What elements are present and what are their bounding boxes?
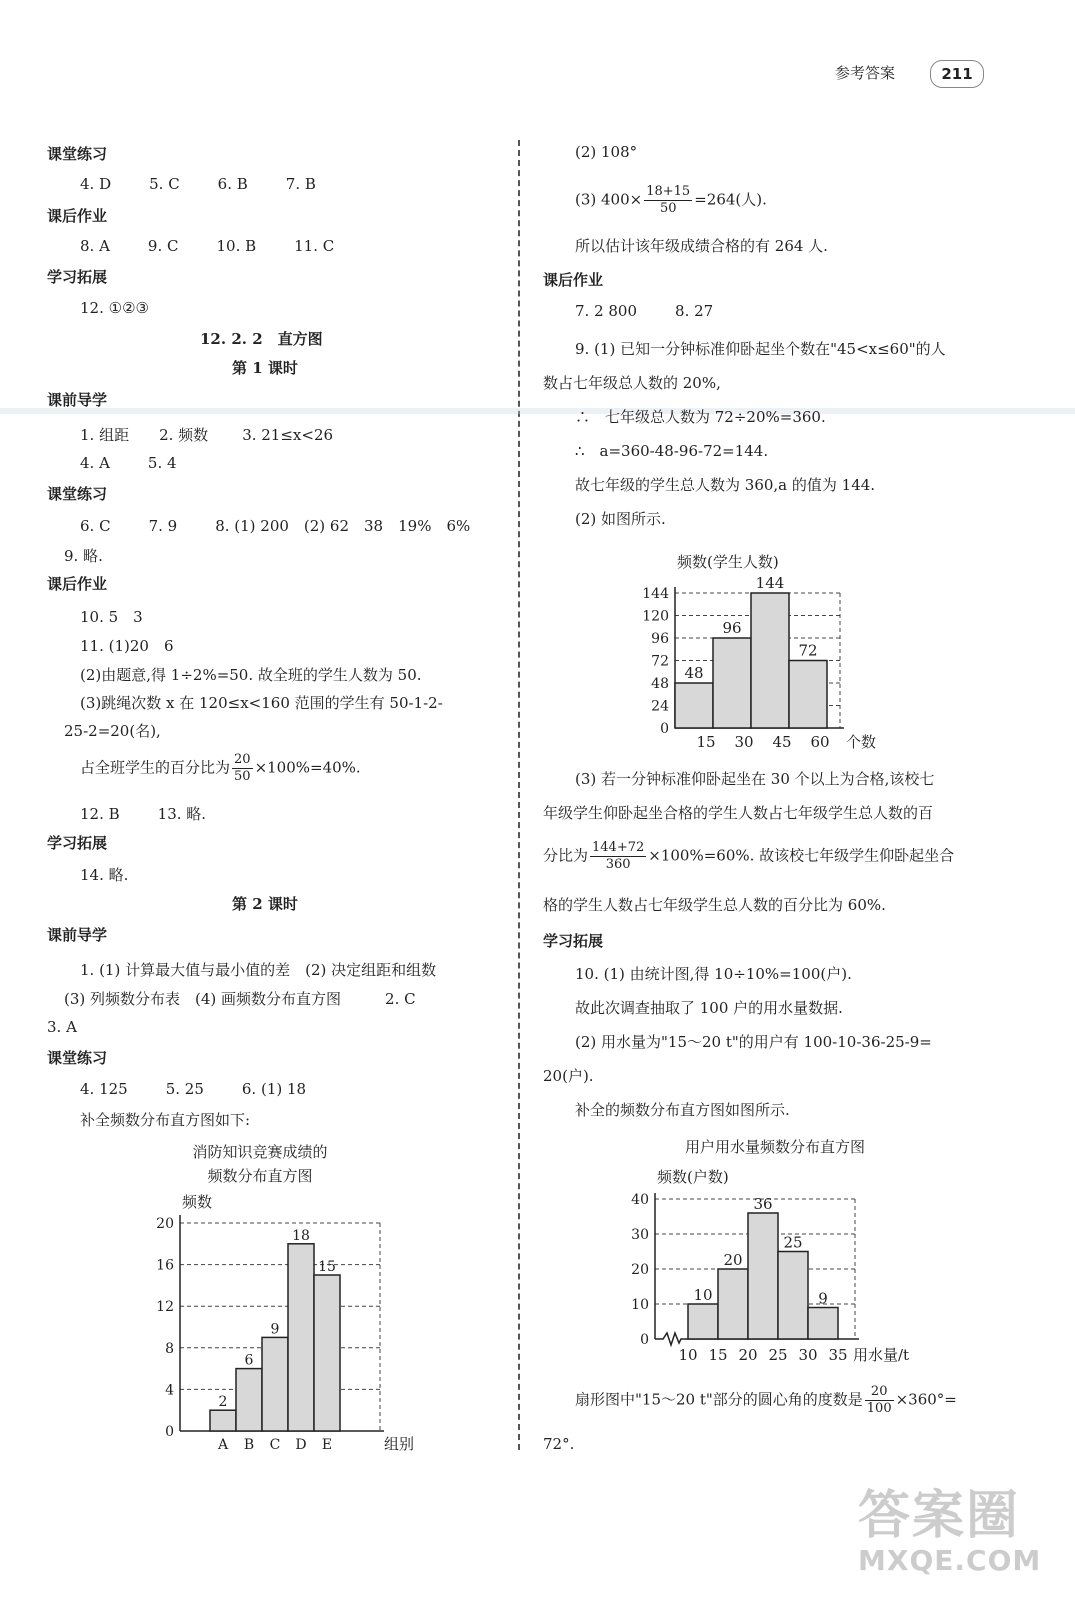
answer-line: (2) 108°: [575, 143, 638, 161]
data-label: 10: [693, 1286, 713, 1304]
answer-line: 所以估计该年级成绩合格的有 264 人.: [575, 237, 828, 255]
answer-line: 10. (1) 由统计图,得 10÷10%=100(户).: [575, 965, 852, 983]
bar: [675, 683, 713, 728]
data-label: 2: [218, 1394, 228, 1411]
y-tick-label: 0: [660, 721, 669, 737]
x-tick-label: 20: [738, 1346, 758, 1364]
answer-line: 年级学生仰卧起坐合格的学生人数占七年级学生总人数的百: [543, 804, 934, 822]
answer-line: 数占七年级总人数的 20%,: [543, 374, 721, 392]
answer: 8. 27: [675, 302, 714, 320]
page-number: 211: [930, 60, 984, 88]
answer-line: 9. 略.: [64, 547, 103, 565]
answer: 13. 略.: [157, 805, 207, 823]
x-tick-label: C: [269, 1437, 281, 1453]
heading-homework: 课后作业: [47, 207, 108, 225]
bar: [748, 1213, 778, 1339]
column-divider: [518, 140, 520, 1450]
answer-line-fraction: [575, 1384, 957, 1417]
answer-line-fraction: [575, 184, 767, 217]
x-tick-label: D: [295, 1437, 307, 1453]
lesson-title: 第 1 课时: [232, 359, 298, 377]
x-tick-label: 30: [798, 1346, 818, 1364]
bar: [778, 1252, 808, 1340]
answer-line: ∴ a=360-48-96-72=144.: [575, 442, 769, 460]
chart-title: 消防知识竞赛成绩的: [192, 1143, 328, 1161]
text: 占全班学生的百分比为: [80, 758, 231, 777]
y-tick-label: 20: [631, 1262, 649, 1278]
answer: 12. B: [80, 805, 120, 823]
y-tick-label: 20: [156, 1216, 174, 1232]
heading-extension: 学习拓展: [47, 834, 108, 852]
histogram-fire-quiz: [140, 1135, 420, 1460]
text: =264(人).: [694, 190, 767, 209]
answer-line: [80, 515, 470, 536]
y-tick-label: 10: [631, 1297, 649, 1313]
answer: 4. D: [80, 175, 112, 193]
denominator: 50: [659, 201, 677, 216]
y-tick-label: 16: [156, 1257, 174, 1274]
bar: [751, 593, 789, 728]
data-label: 6: [244, 1352, 254, 1369]
answer: 8. A: [80, 237, 110, 255]
answer-line: 25-2=20(名),: [64, 722, 161, 740]
numerator: 20: [865, 1384, 894, 1401]
answer-line: (3)跳绳次数 x 在 120≤x<160 范围的学生有 50-1-2-: [80, 694, 443, 712]
x-axis-label: 组别: [384, 1435, 415, 1453]
answer-line-fraction: [80, 752, 361, 785]
x-tick-label: 60: [810, 733, 830, 751]
watermark-logo: 答案圈 MXQE.COM: [858, 1486, 1042, 1577]
text: ×100%=60%. 故该校七年级学生仰卧起坐合: [648, 846, 955, 865]
y-tick-label: 30: [631, 1227, 649, 1243]
data-label: 20: [723, 1251, 743, 1269]
x-tick-label: 30: [734, 733, 754, 751]
x-tick-label: 35: [828, 1346, 848, 1364]
answer: 7. 2 800: [575, 302, 638, 320]
x-tick-label: 25: [768, 1346, 788, 1364]
heading-preview: 课前导学: [47, 926, 108, 944]
answer-line: 14. 略.: [80, 866, 129, 884]
answer: 1. 组距: [80, 426, 130, 444]
bar: [718, 1269, 748, 1339]
y-tick-label: 8: [165, 1340, 174, 1357]
answer: 4. 125: [80, 1080, 128, 1098]
text: 分比为: [543, 846, 589, 865]
answer-line: 10. 5 3: [80, 608, 143, 626]
denominator: 360: [605, 857, 631, 872]
x-tick-label: A: [217, 1437, 229, 1453]
y-tick-label: 12: [156, 1299, 174, 1316]
heading-homework: 课后作业: [543, 271, 604, 289]
y-tick-label: 72: [651, 653, 669, 670]
answer-line: [80, 175, 316, 193]
answer-line: 3. A: [47, 1018, 77, 1036]
y-axis-label: 频数(户数): [657, 1168, 729, 1186]
answer-line: 补全的频数分布直方图如图所示.: [575, 1101, 790, 1119]
answer-line: 20(户).: [543, 1067, 594, 1085]
lesson-title: 第 2 课时: [232, 895, 298, 913]
bar: [288, 1244, 314, 1431]
x-axis-label: 个数: [846, 733, 877, 751]
data-label: 96: [722, 619, 742, 637]
heading-extension: 学习拓展: [47, 268, 108, 286]
bar: [688, 1304, 718, 1339]
answer-line: [64, 988, 416, 1009]
x-tick-label: E: [321, 1437, 333, 1453]
data-label: 48: [684, 664, 704, 682]
answer-line: [80, 237, 334, 255]
answer-line: 1. (1) 计算最大值与最小值的差 (2) 决定组距和组数: [80, 961, 437, 979]
answer-line: [80, 454, 177, 472]
data-label: 25: [783, 1233, 803, 1252]
answer: 6. (1) 18: [241, 1080, 307, 1098]
y-tick-label: 120: [642, 608, 669, 625]
data-label: 36: [753, 1195, 773, 1213]
chart-title: 频数分布直方图: [207, 1167, 313, 1185]
fraction: [590, 840, 646, 873]
data-label: 9: [270, 1321, 280, 1338]
bar: [808, 1308, 838, 1340]
y-axis-label: 频数(学生人数): [677, 553, 779, 571]
answer-line: [575, 302, 713, 320]
answer: 11. C: [294, 237, 335, 255]
answer-line: (2)由题意,得 1÷2%=50. 故全班的学生人数为 50.: [80, 666, 422, 684]
answer-line: (3) 若一分钟标准仰卧起坐在 30 个以上为合格,该校七: [575, 770, 935, 788]
y-tick-label: 0: [165, 1424, 174, 1440]
x-axis-label: 用水量/t: [853, 1346, 910, 1364]
answer: 2. 频数: [159, 426, 209, 444]
numerator: 18+15: [646, 184, 691, 199]
answer-line: 故此次调查抽取了 100 户的用水量数据.: [575, 999, 843, 1017]
x-tick-label: 10: [678, 1346, 698, 1364]
answer-line: [80, 1080, 306, 1098]
answer-line: 12. ①②③: [80, 299, 149, 317]
y-tick-label: 0: [640, 1332, 649, 1348]
heading-classroom-practice: 课堂练习: [47, 145, 108, 163]
heading-classroom-practice: 课堂练习: [47, 1049, 108, 1067]
bar: [236, 1369, 262, 1431]
answer-line: 72°.: [543, 1435, 575, 1453]
answer-line: 9. (1) 已知一分钟标准仰卧起坐个数在"45<x≤60"的人: [575, 340, 946, 358]
numerator: 20: [234, 752, 251, 767]
text: (3) 列频数分布表 (4) 画频数分布直方图: [64, 990, 342, 1008]
bar: [210, 1410, 236, 1431]
numerator: 144+72: [592, 840, 645, 855]
y-tick-label: 4: [165, 1382, 174, 1399]
answer-line: [80, 424, 333, 445]
x-tick-label: 15: [708, 1346, 728, 1364]
answer-line: (2) 用水量为"15～20 t"的用户有 100-10-36-25-9=: [575, 1033, 932, 1051]
denominator: 50: [234, 769, 251, 784]
answer: 7. 9: [148, 517, 178, 535]
histogram-situps: [620, 545, 900, 755]
data-label: 144: [755, 574, 785, 592]
answer: 5. 4: [147, 454, 177, 472]
fraction: [865, 1384, 894, 1417]
heading-classroom-practice: 课堂练习: [47, 485, 108, 503]
answer-line: 11. (1)20 6: [80, 637, 174, 655]
answer-line: 故七年级的学生总人数为 360,a 的值为 144.: [575, 476, 876, 494]
answer-line: (2) 如图所示.: [575, 510, 666, 528]
y-axis-label: 频数: [182, 1193, 213, 1211]
y-tick-label: 144: [642, 586, 669, 602]
answer: 7. B: [285, 175, 316, 193]
data-label: 15: [318, 1259, 336, 1275]
section-title: 12. 2. 2 直方图: [200, 330, 323, 348]
y-tick-label: 40: [631, 1192, 649, 1208]
fraction: [232, 752, 253, 785]
bar: [314, 1275, 340, 1431]
answer: 6. C: [80, 517, 111, 535]
running-header: 参考答案: [835, 64, 896, 82]
x-tick-label: B: [243, 1437, 255, 1453]
data-label: 9: [818, 1289, 828, 1308]
answer: 5. C: [149, 175, 180, 193]
bar: [713, 638, 751, 728]
scan-artifact: [0, 408, 1075, 414]
answer: 2. C: [385, 990, 416, 1008]
x-tick-label: 45: [772, 733, 792, 751]
answer: 8. (1) 200 (2) 62 38 19% 6%: [215, 517, 471, 535]
answer-line: 格的学生人数占七年级学生总人数的百分比为 60%.: [543, 896, 886, 914]
y-tick-label: 48: [651, 676, 669, 692]
y-tick-label: 96: [651, 631, 669, 647]
answer: 3. 21≤x<26: [242, 426, 334, 444]
bar: [789, 661, 827, 729]
answer: 5. 25: [165, 1080, 204, 1098]
answer-line-fraction: [543, 840, 954, 873]
answer: 10. B: [216, 237, 257, 255]
text: ×360°=: [895, 1390, 957, 1409]
bar: [262, 1337, 288, 1431]
answer-line: ∴ 七年级总人数为 72÷20%=360.: [575, 408, 826, 426]
answer: 4. A: [80, 454, 110, 472]
text: ×100%=40%.: [254, 758, 361, 777]
heading-extension: 学习拓展: [543, 932, 604, 950]
text: 扇形图中"15～20 t"部分的圆心角的度数是: [575, 1390, 863, 1409]
text: (3) 400×: [575, 190, 643, 209]
heading-preview: 课前导学: [47, 391, 108, 409]
fraction: [644, 184, 692, 217]
histogram-water-usage: [615, 1132, 935, 1367]
data-label: 72: [798, 641, 818, 660]
chart-title: 用户用水量频数分布直方图: [684, 1138, 866, 1156]
answer-line: [80, 803, 206, 824]
answer: 9. C: [147, 237, 179, 255]
answer-line: 补全频数分布直方图如下:: [80, 1111, 251, 1129]
x-tick-label: 15: [696, 733, 716, 751]
data-label: 18: [292, 1227, 310, 1244]
answer: 6. B: [217, 175, 248, 193]
denominator: 100: [866, 1401, 892, 1416]
y-tick-label: 24: [651, 698, 669, 715]
heading-homework: 课后作业: [47, 575, 108, 593]
